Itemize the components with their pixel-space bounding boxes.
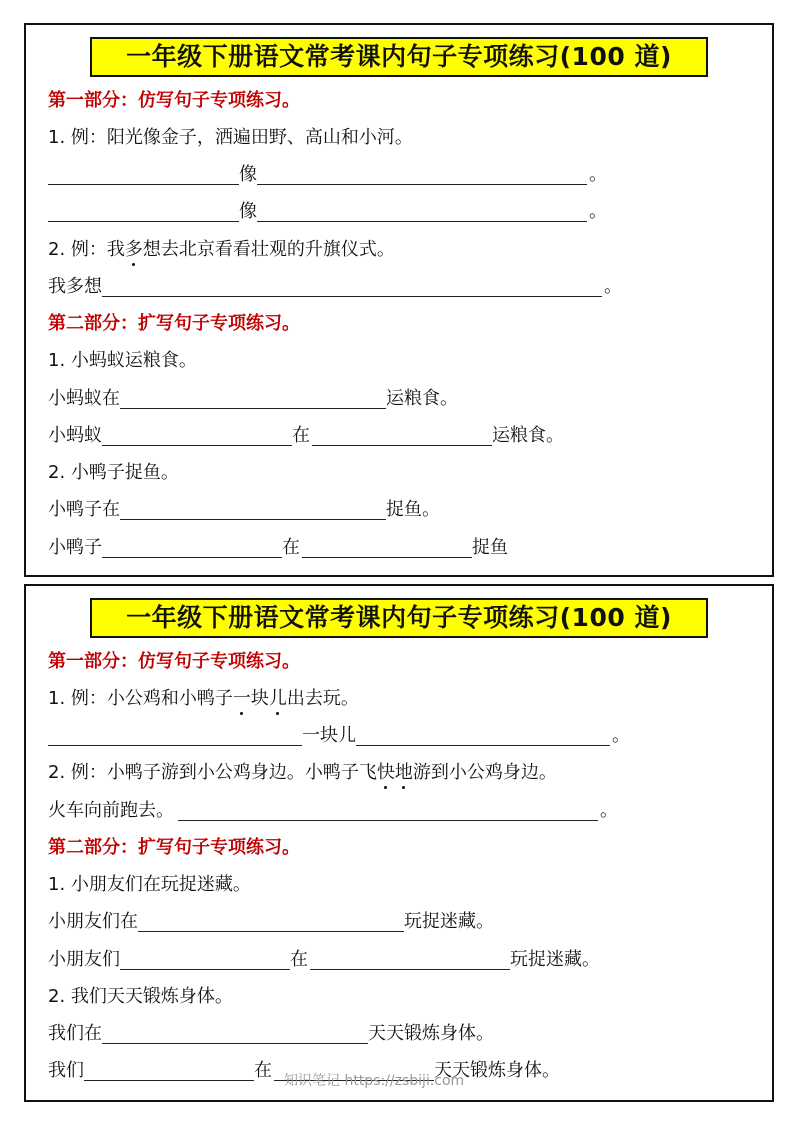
keyword: 一块儿 — [302, 725, 356, 746]
example-sentence: 1. 例：阳光像金子，洒遍田野、高山和小河。 — [48, 127, 413, 148]
line-end: 运粮食。 — [386, 388, 458, 409]
worksheet-title: 一年级下册语文常考课内句子专项练习(100 道) — [90, 598, 708, 638]
answer-blank[interactable] — [102, 537, 282, 558]
keyword: 像 — [239, 201, 257, 222]
answer-blank[interactable] — [48, 164, 239, 185]
answer-blank[interactable] — [120, 949, 290, 970]
example-prefix: 2. 例：小鸭子游到小公鸡身边。小鸭子飞 — [48, 762, 377, 783]
answer-blank[interactable] — [138, 911, 404, 932]
answer-line — [48, 798, 618, 824]
question-sentence: 1. 小蚂蚁运粮食。 — [48, 350, 197, 371]
answer-blank[interactable] — [120, 499, 386, 520]
example-prefix: 2. 例：我 — [48, 239, 125, 260]
line-start: 小朋友们 — [48, 949, 120, 970]
line-start: 小蚂蚁在 — [48, 388, 120, 409]
emphasis-char: 地 — [395, 760, 413, 786]
period: 。 — [612, 725, 630, 746]
answer-line — [48, 535, 508, 561]
worksheet-card-1 — [24, 23, 774, 577]
example-rest: 去北京看看壮观的升旗仪式。 — [160, 239, 395, 260]
example-prefix: 1. 例：小公鸡和小鸭子 — [48, 688, 233, 709]
line-start: 小朋友们在 — [48, 911, 138, 932]
answer-blank[interactable] — [178, 800, 598, 821]
answer-blank[interactable] — [302, 537, 472, 558]
line-end: 玩捉迷藏。 — [510, 949, 600, 970]
answer-line — [48, 162, 607, 188]
watermark: 知识笔记 https://zsbiji.com — [284, 1073, 465, 1089]
line-end: 天天锻炼身体。 — [368, 1023, 494, 1044]
period: 。 — [600, 800, 618, 821]
section-heading-expansion: 第二部分：扩写句子专项练习。 — [48, 837, 300, 858]
line-end: 运粮食。 — [492, 425, 564, 446]
line-mid: 在 — [254, 1060, 272, 1081]
example-sentence — [48, 237, 395, 263]
example-sentence — [48, 760, 557, 786]
emphasis-char: 一 — [233, 686, 251, 712]
line-mid: 在 — [290, 949, 308, 970]
answer-blank[interactable] — [257, 201, 587, 222]
answer-blank[interactable] — [310, 949, 510, 970]
question-sentence: 1. 小朋友们在玩捉迷藏。 — [48, 874, 251, 895]
emphasis-char: 多 — [125, 237, 143, 263]
emphasis-char: 儿 — [269, 686, 287, 712]
line-end: 天天锻炼身体。 — [434, 1060, 560, 1081]
answer-blank[interactable] — [120, 388, 386, 409]
period: 。 — [589, 201, 607, 222]
line-start: 小鸭子 — [48, 537, 102, 558]
answer-blank[interactable] — [48, 201, 239, 222]
answer-line — [48, 909, 494, 935]
answer-blank[interactable] — [48, 725, 302, 746]
worksheet-card-2 — [24, 584, 774, 1102]
answer-line — [48, 723, 630, 749]
section-heading-expansion: 第二部分：扩写句子专项练习。 — [48, 313, 300, 334]
line-start: 小鸭子在 — [48, 499, 120, 520]
keyword: 像 — [239, 164, 257, 185]
question-sentence: 2. 我们天天锻炼身体。 — [48, 986, 233, 1007]
example-sentence — [48, 686, 359, 712]
answer-blank[interactable] — [356, 725, 610, 746]
answer-line — [48, 386, 458, 412]
example-rest: 出去玩。 — [286, 688, 359, 709]
answer-line — [48, 947, 600, 973]
answer-blank[interactable] — [102, 1023, 368, 1044]
example-rest: 游到小公鸡身边。 — [412, 762, 557, 783]
line-start: 我们在 — [48, 1023, 102, 1044]
answer-blank[interactable] — [312, 425, 492, 446]
line-start: 我多想 — [48, 276, 102, 297]
answer-blank[interactable] — [84, 1060, 254, 1081]
answer-line — [48, 274, 622, 300]
answer-blank[interactable] — [257, 164, 587, 185]
example-mid: 块 — [250, 688, 269, 709]
line-end: 捉鱼 — [472, 537, 508, 558]
line-start: 我们 — [48, 1060, 84, 1081]
section-heading-imitation: 第一部分：仿写句子专项练习。 — [48, 651, 300, 672]
answer-line — [48, 199, 607, 225]
answer-blank[interactable] — [102, 425, 292, 446]
line-mid: 在 — [282, 537, 300, 558]
emphasis-char: 快 — [377, 760, 395, 786]
emphasis-char: 想 — [142, 239, 161, 260]
period: 。 — [604, 276, 622, 297]
answer-line — [48, 423, 564, 449]
answer-line — [48, 1021, 494, 1047]
line-end: 玩捉迷藏。 — [404, 911, 494, 932]
line-start: 小蚂蚁 — [48, 425, 102, 446]
line-mid: 在 — [292, 425, 310, 446]
question-sentence: 2. 小鸭子捉鱼。 — [48, 462, 179, 483]
line-start: 火车向前跑去。 — [48, 800, 174, 821]
section-heading-imitation: 第一部分：仿写句子专项练习。 — [48, 90, 300, 111]
period: 。 — [589, 164, 607, 185]
answer-line — [48, 497, 440, 523]
line-end: 捉鱼。 — [386, 499, 440, 520]
answer-blank[interactable] — [102, 276, 602, 297]
worksheet-title: 一年级下册语文常考课内句子专项练习(100 道) — [90, 37, 708, 77]
